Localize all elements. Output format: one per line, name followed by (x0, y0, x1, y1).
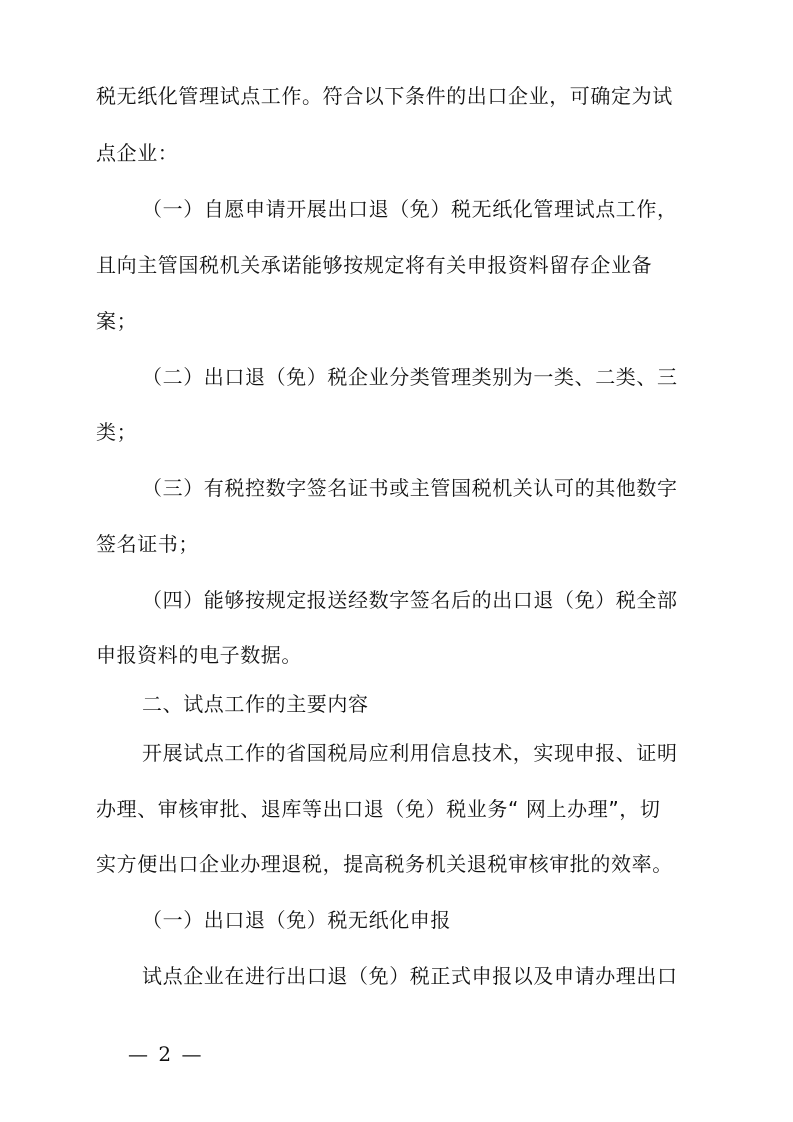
paragraph-line: 实方便出口企业办理退税，提高税务机关退税审核审批的效率。 (96, 852, 673, 876)
list-item-1-line: 且向主管国税机关承诺能够按规定将有关申报资料留存企业备 (96, 253, 653, 277)
paragraph-line: 试点企业在进行出口退（免）税正式申报以及申请办理出口 (142, 964, 678, 988)
paragraph-line: 点企业： (96, 141, 179, 165)
subsection-heading: （一）出口退（免）税无纸化申报 (142, 908, 451, 932)
list-item-2-line: 类； (96, 420, 138, 444)
section-heading: 二、试点工作的主要内容 (142, 692, 369, 716)
page-number: — 2 — (128, 1042, 204, 1066)
list-item-1-line: 案； (96, 309, 138, 333)
list-item-2-line: （二）出口退（免）税企业分类管理类别为一类、二类、三 (142, 365, 678, 389)
list-item-3-line: 签名证书； (96, 532, 199, 556)
paragraph-line: 开展试点工作的省国税局应利用信息技术，实现申报、证明 (142, 741, 678, 765)
list-item-3-line: （三）有税控数字签名证书或主管国税机关认可的其他数字 (142, 476, 678, 500)
list-item-1-line: （一）自愿申请开展出口退（免）税无纸化管理试点工作， (142, 197, 678, 221)
paragraph-line: 税无纸化管理试点工作。符合以下条件的出口企业，可确定为试 (96, 84, 673, 108)
paragraph-line: 办理、审核审批、退库等出口退（免）税业务“ 网上办理”，切 (96, 797, 661, 821)
list-item-4-line: 申报资料的电子数据。 (96, 643, 302, 667)
list-item-4-line: （四）能够按规定报送经数字签名后的出口退（免）税全部 (142, 588, 678, 612)
